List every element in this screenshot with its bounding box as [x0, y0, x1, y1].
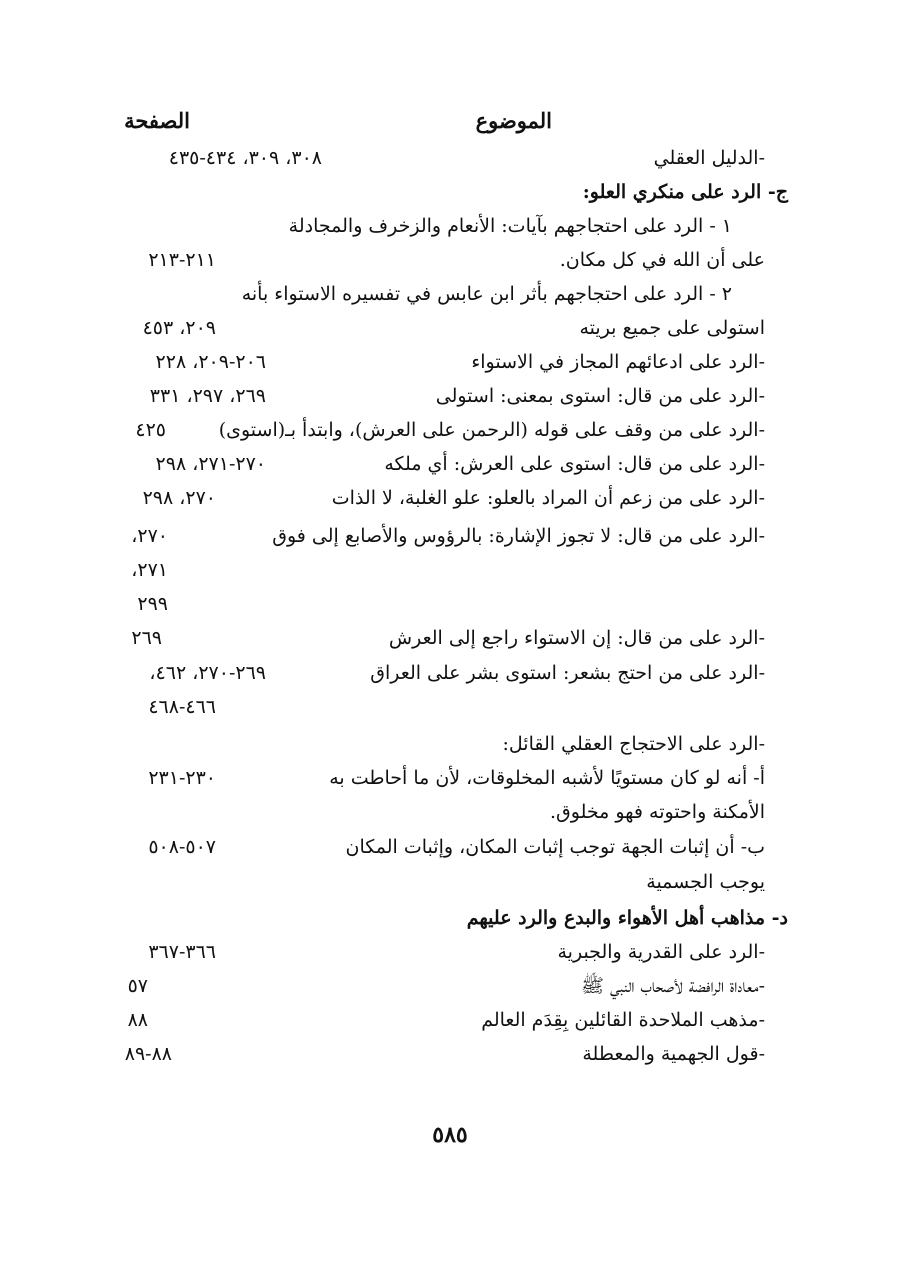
entry-pages: ٢٦٩ [131, 627, 162, 649]
entry-pages: ٢٣٠-٢٣١ [148, 767, 216, 789]
index-entry [0, 620, 900, 656]
entry-topic: -الرد على القدرية والجبرية [557, 941, 765, 963]
index-entry [0, 518, 900, 554]
entry-pages: ٥٠٧-٥٠٨ [148, 836, 216, 858]
entry-topic: ١ - الرد على احتجاجهم بآيات: الأنعام والزخرف والمجادلة [288, 215, 732, 237]
entry-pages: ٣٦٦-٣٦٧ [148, 941, 216, 963]
entry-pages: ٢٦٩، ٢٩٧، ٣٣١ [149, 385, 266, 407]
index-entry [0, 208, 900, 244]
entry-pages: ٤٦٦-٤٦٨ [148, 696, 216, 718]
entry-topic: -الرد على من قال: استوى بمعنى: استولى [435, 385, 765, 407]
entry-topic: استولى على جميع بريته [579, 317, 765, 339]
index-entry [0, 140, 900, 176]
entry-topic: يوجب الجسمية [646, 871, 765, 893]
entry-topic: الأمكنة واحتوته فهو مخلوق. [549, 801, 765, 823]
entry-topic: -معاداة الرافضة لأصحاب النبي ﷺ [581, 975, 765, 997]
entry-pages: ٨٨ [127, 1009, 148, 1031]
entry-topic: -الرد على من قال: لا تجوز الإشارة: بالرؤوس والأصابع إلى فوق [272, 525, 765, 547]
entry-pages: ٥٧ [127, 975, 148, 997]
entry-pages: ٢٠٩، ٤٥٣ [142, 317, 216, 339]
index-entry [0, 276, 900, 312]
index-entry [0, 726, 900, 762]
entry-pages: ٢٧٠-٢٧١، ٢٩٨ [155, 453, 266, 475]
entry-topic: -الرد على من قال: إن الاستواء راجع إلى العرش [388, 627, 765, 649]
entry-topic: ب- أن إثبات الجهة توجب إثبات المكان، وإثبات المكان [345, 836, 765, 858]
entry-pages: ٢٧٠، [131, 525, 168, 547]
entry-topic: أ- أنه لو كان مستويًا لأشبه المخلوقات، لأن ما أحاطت به [329, 767, 765, 789]
index-entry [0, 794, 900, 830]
index-entry [0, 1036, 900, 1072]
entry-pages: ٢١١-٢١٣ [148, 249, 216, 271]
entry-pages: ٤٢٥ [135, 419, 166, 441]
index-entry [0, 829, 900, 865]
index-entry [0, 689, 900, 725]
index-entry [0, 760, 900, 796]
entry-pages: ٨٨-٨٩ [124, 1043, 172, 1065]
entry-topic: -الرد على الاحتجاج العقلي القائل: [502, 733, 765, 755]
section-heading-d: د- مذاهب أهل الأهواء والبدع والرد عليهم [466, 907, 788, 929]
index-entry [0, 412, 900, 448]
index-entry [0, 480, 900, 516]
index-entry [0, 1002, 900, 1038]
entry-topic: على أن الله في كل مكان. [559, 249, 765, 271]
index-entry [0, 310, 900, 346]
entry-pages: ٣٠٨، ٣٠٩، ٤٣٤-٤٣٥ [168, 147, 322, 169]
index-entry [0, 900, 900, 936]
index-entry [0, 586, 900, 622]
topic-column-header: الموضوع [475, 108, 552, 133]
entry-pages: ٢٧١، [131, 559, 168, 581]
entry-topic: -الرد على ادعائهم المجاز في الاستواء [471, 351, 765, 373]
index-entry [0, 378, 900, 414]
index-entry [0, 934, 900, 970]
entry-pages: ٢٦٩-٢٧٠، ٤٦٢، [149, 662, 266, 684]
entry-topic: -الرد على من زعم أن المراد بالعلو: علو الغلبة، لا الذات [331, 487, 765, 509]
entry-topic: ٢ - الرد على احتجاجهم بأثر ابن عابس في تفسيره الاستواء بأنه [241, 283, 732, 305]
section-heading-c: ج- الرد على منكري العلو: [582, 181, 788, 203]
entry-pages: ٢٠٦-٢٠٩، ٢٢٨ [155, 351, 266, 373]
page-column-header: الصفحة [124, 108, 190, 133]
index-entry [0, 174, 900, 210]
entry-pages: ٢٧٠، ٢٩٨ [142, 487, 216, 509]
entry-topic: -مذهب الملاحدة القائلين بِقِدَم العالم [481, 1009, 765, 1031]
index-entry [0, 242, 900, 278]
page-number: ٥٨٥ [432, 1122, 468, 1148]
index-entry [0, 655, 900, 691]
index-entry [0, 552, 900, 588]
entry-topic: -الرد على من وقف على قوله (الرحمن على العرش)، وابتدأ بـ(استوى) [218, 419, 765, 441]
index-entry [0, 446, 900, 482]
entry-topic: -قول الجهمية والمعطلة [582, 1043, 765, 1065]
entry-pages: ٢٩٩ [137, 593, 168, 615]
index-entry [0, 344, 900, 380]
entry-topic: -الدليل العقلي [653, 147, 765, 169]
index-entry [0, 864, 900, 900]
entry-topic: -الرد على من قال: استوى على العرش: أي ملكه [384, 453, 765, 475]
entry-topic: -الرد على من احتج بشعر: استوى بشر على العراق [370, 662, 765, 684]
index-entry [0, 968, 900, 1004]
